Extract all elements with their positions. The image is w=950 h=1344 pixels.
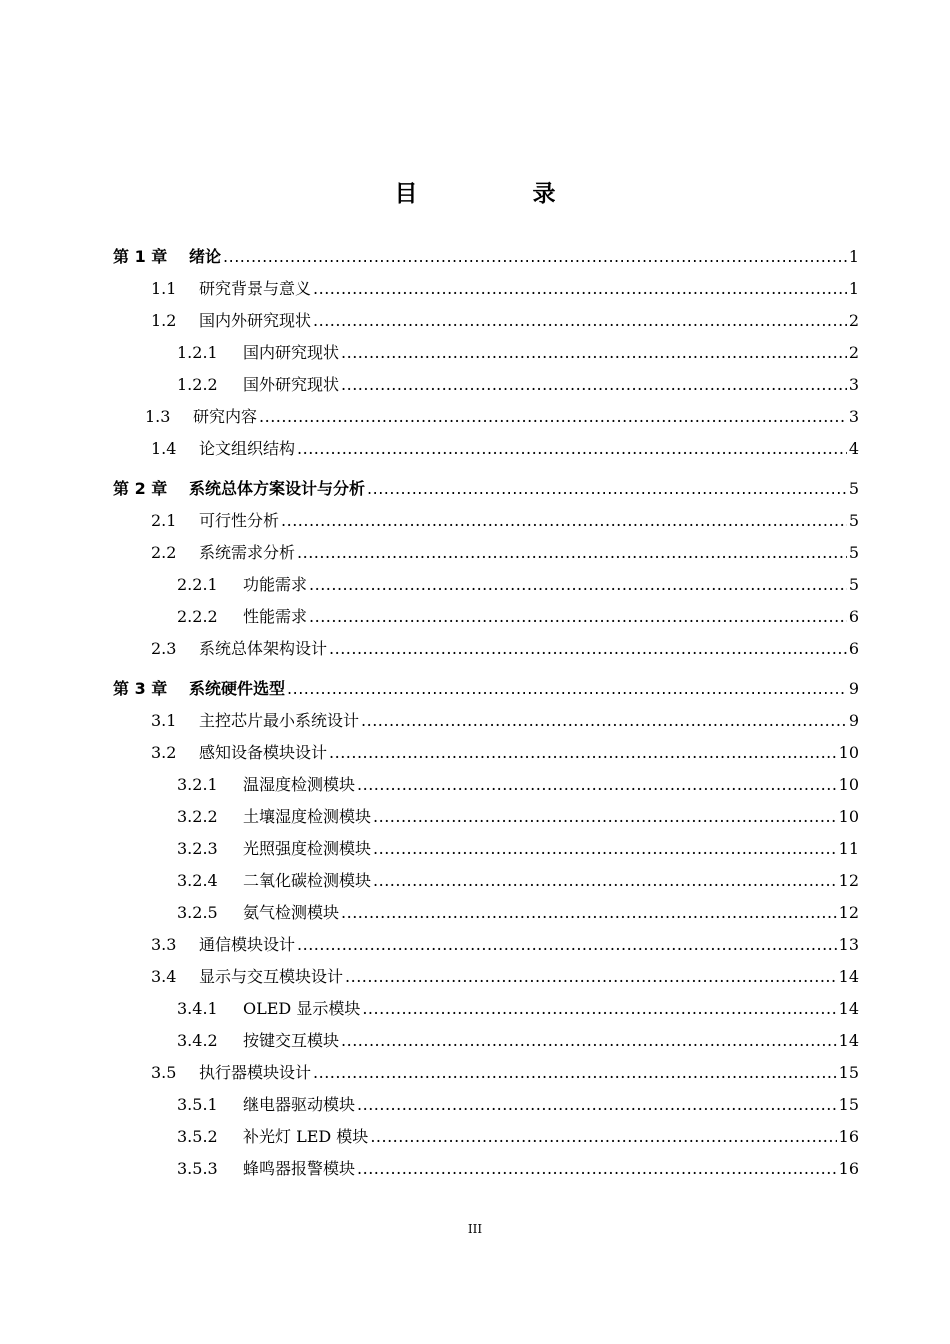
dot-leader bbox=[362, 997, 836, 1021]
dot-leader bbox=[223, 245, 847, 269]
toc-section-entry[interactable] bbox=[177, 1029, 859, 1053]
toc-entry-page: 1 bbox=[848, 247, 859, 266]
dot-leader bbox=[373, 837, 837, 861]
toc-section-entry[interactable] bbox=[151, 1061, 859, 1085]
dot-leader bbox=[361, 709, 847, 733]
toc-section-entry[interactable] bbox=[151, 277, 859, 301]
toc-entry-number: 3.2.3 bbox=[177, 839, 218, 858]
dot-leader bbox=[373, 869, 837, 893]
dot-leader bbox=[309, 573, 847, 597]
toc-entry-number: 3.5 bbox=[151, 1063, 177, 1082]
toc-entry-page: 12 bbox=[838, 903, 859, 922]
toc-section-entry[interactable] bbox=[151, 509, 859, 533]
toc-entry-page: 5 bbox=[848, 543, 859, 562]
toc-entry-number: 1.3 bbox=[145, 407, 171, 426]
toc-entry-title: 研究背景与意义 bbox=[199, 279, 312, 298]
toc-entry-page: 6 bbox=[848, 607, 859, 626]
toc-entry-number: 2.1 bbox=[151, 511, 177, 530]
toc-entry-number: 第 3 章 bbox=[113, 679, 168, 698]
toc-entry-page: 16 bbox=[838, 1127, 859, 1146]
toc-entry-number: 3.3 bbox=[151, 935, 177, 954]
toc-section-entry[interactable] bbox=[177, 373, 859, 397]
toc-entry-title: 按键交互模块 bbox=[243, 1031, 340, 1050]
toc-entry-page: 10 bbox=[838, 775, 859, 794]
toc-entry-title: 感知设备模块设计 bbox=[199, 743, 328, 762]
dot-leader bbox=[281, 509, 847, 533]
dot-leader bbox=[297, 933, 837, 957]
toc-entry-title: 绪论 bbox=[189, 247, 222, 266]
toc-entry-number: 1.2.2 bbox=[177, 375, 218, 394]
toc-entry-number: 2.2 bbox=[151, 543, 177, 562]
toc-section-entry[interactable] bbox=[151, 709, 859, 733]
toc-entry-page: 2 bbox=[848, 343, 859, 362]
toc-entry-number: 3.4.2 bbox=[177, 1031, 218, 1050]
toc-entry-number: 2.2.2 bbox=[177, 607, 218, 626]
dot-leader bbox=[313, 277, 847, 301]
toc-entry-page: 2 bbox=[848, 311, 859, 330]
toc-entry-page: 14 bbox=[838, 1031, 859, 1050]
dot-leader bbox=[329, 637, 847, 661]
dot-leader bbox=[341, 341, 847, 365]
dot-leader bbox=[309, 605, 847, 629]
dot-leader bbox=[287, 677, 847, 701]
toc-title: 目 录 bbox=[394, 181, 602, 207]
toc-entry-number: 1.2 bbox=[151, 311, 177, 330]
toc-chapter-entry[interactable] bbox=[113, 245, 859, 269]
toc-section-entry[interactable] bbox=[177, 869, 859, 893]
dot-leader bbox=[367, 477, 847, 501]
toc-entry-page: 3 bbox=[848, 375, 859, 394]
dot-leader bbox=[259, 405, 847, 429]
toc-section-entry[interactable] bbox=[177, 341, 859, 365]
toc-entry-number: 2.2.1 bbox=[177, 575, 218, 594]
toc-entry-title: 系统总体方案设计与分析 bbox=[189, 479, 366, 498]
toc-entry-page: 13 bbox=[838, 935, 859, 954]
toc-section-entry[interactable] bbox=[151, 965, 859, 989]
toc-entry-number: 3.4.1 bbox=[177, 999, 218, 1018]
toc-entry-page: 9 bbox=[848, 711, 859, 730]
toc-section-entry[interactable] bbox=[151, 437, 859, 461]
toc-entry-number: 3.5.3 bbox=[177, 1159, 218, 1178]
toc-entry-title: 氨气检测模块 bbox=[243, 903, 340, 922]
dot-leader bbox=[373, 805, 837, 829]
page-number-footer: III bbox=[467, 1222, 483, 1236]
dot-leader bbox=[357, 1093, 837, 1117]
toc-entry-page: 5 bbox=[848, 511, 859, 530]
toc-entry-page: 5 bbox=[848, 479, 859, 498]
toc-entry-number: 3.2.1 bbox=[177, 775, 218, 794]
toc-section-entry[interactable] bbox=[151, 933, 859, 957]
toc-entry-page: 1 bbox=[848, 279, 859, 298]
toc-entry-page: 4 bbox=[848, 439, 859, 458]
dot-leader bbox=[297, 541, 847, 565]
toc-entry-title: 系统需求分析 bbox=[199, 543, 296, 562]
dot-leader bbox=[313, 1061, 837, 1085]
toc-entry-title: 温湿度检测模块 bbox=[243, 775, 356, 794]
toc-entry-title: 光照强度检测模块 bbox=[243, 839, 372, 858]
dot-leader bbox=[313, 309, 847, 333]
toc-entry-title: 二氧化碳检测模块 bbox=[243, 871, 372, 890]
toc-entry-title: 论文组织结构 bbox=[199, 439, 296, 458]
toc-section-entry[interactable] bbox=[177, 1093, 859, 1117]
toc-section-entry[interactable] bbox=[151, 741, 859, 765]
dot-leader bbox=[341, 373, 847, 397]
toc-entry-title: 继电器驱动模块 bbox=[243, 1095, 356, 1114]
toc-entry-title: 执行器模块设计 bbox=[199, 1063, 312, 1082]
toc-entry-title: 主控芯片最小系统设计 bbox=[199, 711, 360, 730]
toc-entry-number: 3.2.4 bbox=[177, 871, 218, 890]
toc-entry-page: 9 bbox=[848, 679, 859, 698]
toc-entry-number: 1.4 bbox=[151, 439, 177, 458]
toc-entry-page: 5 bbox=[848, 575, 859, 594]
toc-section-entry[interactable] bbox=[177, 1125, 859, 1149]
toc-entry-page: 14 bbox=[838, 967, 859, 986]
dot-leader bbox=[370, 1125, 836, 1149]
toc-entry-title: OLED 显示模块 bbox=[243, 999, 361, 1018]
toc-entry-title: 功能需求 bbox=[243, 575, 308, 594]
toc-entry-title: 蜂鸣器报警模块 bbox=[243, 1159, 356, 1178]
toc-entry-page: 15 bbox=[838, 1095, 859, 1114]
toc-entry-number: 3.4 bbox=[151, 967, 177, 986]
toc-entry-number: 1.2.1 bbox=[177, 343, 218, 362]
toc-entry-page: 6 bbox=[848, 639, 859, 658]
toc-section-entry[interactable] bbox=[177, 805, 859, 829]
toc-entry-title: 性能需求 bbox=[243, 607, 308, 626]
toc-entry-number: 2.3 bbox=[151, 639, 177, 658]
toc-entry-page: 16 bbox=[838, 1159, 859, 1178]
toc-section-entry[interactable] bbox=[151, 541, 859, 565]
dot-leader bbox=[341, 901, 837, 925]
dot-leader bbox=[341, 1029, 837, 1053]
toc-entry-number: 3.2 bbox=[151, 743, 177, 762]
toc-entry-number: 3.2.5 bbox=[177, 903, 218, 922]
toc-section-entry[interactable] bbox=[151, 637, 859, 661]
toc-section-entry[interactable] bbox=[145, 405, 859, 429]
toc-entry-title: 系统总体架构设计 bbox=[199, 639, 328, 658]
toc-entry-number: 第 2 章 bbox=[113, 479, 168, 498]
toc-entry-number: 3.2.2 bbox=[177, 807, 218, 826]
toc-entry-page: 12 bbox=[838, 871, 859, 890]
toc-section-entry[interactable] bbox=[151, 309, 859, 333]
toc-entry-title: 系统硬件选型 bbox=[189, 679, 286, 698]
toc-section-entry[interactable] bbox=[177, 1157, 859, 1181]
toc-entry-title: 国内外研究现状 bbox=[199, 311, 312, 330]
dot-leader bbox=[345, 965, 837, 989]
toc-entry-title: 可行性分析 bbox=[199, 511, 280, 530]
toc-entry-title: 通信模块设计 bbox=[199, 935, 296, 954]
toc-section-entry[interactable] bbox=[177, 573, 859, 597]
toc-entry-page: 3 bbox=[848, 407, 859, 426]
toc-section-entry[interactable] bbox=[177, 901, 859, 925]
toc-entry-title: 土壤湿度检测模块 bbox=[243, 807, 372, 826]
toc-entry-number: 3.5.1 bbox=[177, 1095, 218, 1114]
toc-entry-number: 3.5.2 bbox=[177, 1127, 218, 1146]
dot-leader bbox=[329, 741, 837, 765]
dot-leader bbox=[297, 437, 847, 461]
toc-entry-page: 10 bbox=[838, 807, 859, 826]
toc-entry-title: 补光灯 LED 模块 bbox=[243, 1127, 369, 1146]
toc-entry-number: 1.1 bbox=[151, 279, 177, 298]
dot-leader bbox=[357, 773, 837, 797]
toc-entry-number: 第 1 章 bbox=[113, 247, 168, 266]
toc-section-entry[interactable] bbox=[177, 837, 859, 861]
toc-entry-number: 3.1 bbox=[151, 711, 177, 730]
toc-entry-title: 国外研究现状 bbox=[243, 375, 340, 394]
toc-section-entry[interactable] bbox=[177, 997, 859, 1021]
toc-chapter-entry[interactable] bbox=[113, 477, 859, 501]
toc-entry-page: 10 bbox=[838, 743, 859, 762]
toc-section-entry[interactable] bbox=[177, 773, 859, 797]
toc-entry-page: 11 bbox=[838, 839, 859, 858]
toc-entry-page: 14 bbox=[838, 999, 859, 1018]
dot-leader bbox=[357, 1157, 837, 1181]
toc-section-entry[interactable] bbox=[177, 605, 859, 629]
toc-entry-title: 研究内容 bbox=[193, 407, 258, 426]
toc-entry-page: 15 bbox=[838, 1063, 859, 1082]
toc-entry-title: 国内研究现状 bbox=[243, 343, 340, 362]
toc-chapter-entry[interactable] bbox=[113, 677, 859, 701]
toc-entry-title: 显示与交互模块设计 bbox=[199, 967, 344, 986]
